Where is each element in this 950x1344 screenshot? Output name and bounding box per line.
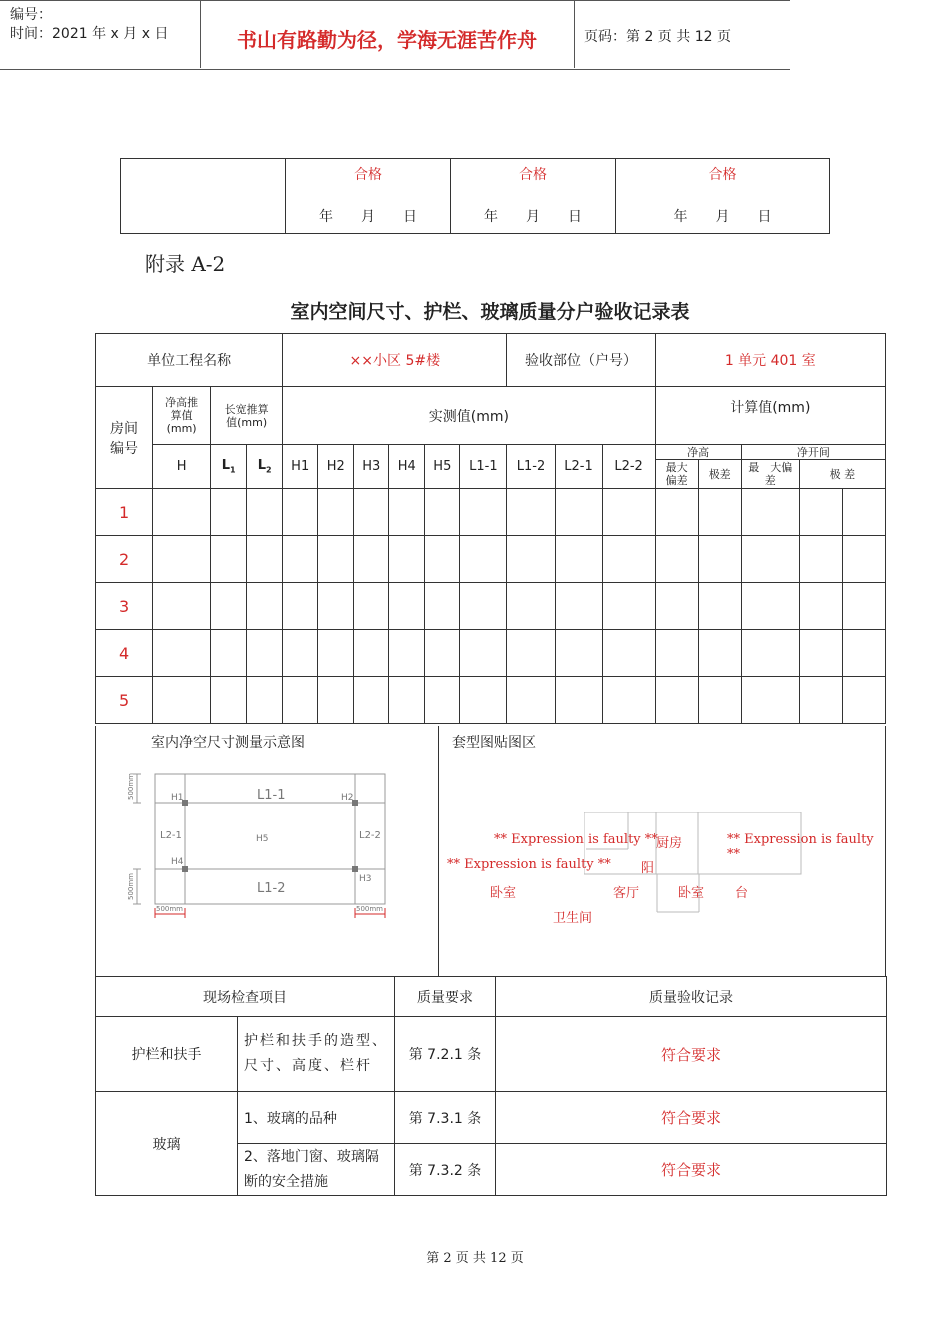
location-value: 1 单元 401 室 bbox=[655, 334, 885, 387]
net-height-header: 净高 bbox=[655, 445, 741, 460]
plan-error-1: ** Expression is faulty ** bbox=[494, 832, 658, 847]
plan-title: 套型图贴图区 bbox=[452, 735, 536, 751]
form-title: 室内空间尺寸、护栏、玻璃质量分户验收记录表 bbox=[290, 301, 690, 323]
page-label: 页码：第 2 页 共 12 页 bbox=[584, 29, 731, 45]
label-h5: H5 bbox=[256, 834, 269, 844]
table-row: 护栏和扶手 护栏和扶手的造型、尺寸、高度、栏杆 第 7.2.1 条 符合要求 bbox=[96, 1017, 887, 1092]
sign-cell: 合格 年 月 日 bbox=[451, 159, 616, 234]
project-label: 单位工程名称 bbox=[96, 334, 283, 387]
project-value: ××小区 5#楼 bbox=[283, 334, 507, 387]
max-dev-header: 最大偏差 bbox=[655, 460, 698, 489]
measure-col-h5: H5 bbox=[425, 445, 460, 489]
table-row: 4 bbox=[96, 630, 886, 677]
plan-balcony-1: 阳 bbox=[641, 861, 655, 876]
label-h2: H2 bbox=[341, 793, 354, 803]
measurement-diagram bbox=[121, 766, 421, 926]
table-row: 2 bbox=[96, 536, 886, 583]
plan-bedroom-1: 卧室 bbox=[490, 886, 517, 901]
table-row: 5 bbox=[96, 677, 886, 724]
diagram-title: 室内净空尺寸测量示意图 bbox=[151, 735, 305, 751]
measure-col-l22: L2-2 bbox=[602, 445, 655, 489]
room-no-header: 房间编号 bbox=[96, 387, 153, 489]
measure-table bbox=[95, 333, 886, 724]
plan-error-2: ** Expression is faulty ** bbox=[727, 832, 874, 862]
l1-header: $L_1$ bbox=[211, 445, 247, 489]
max-dev2-header: 最 大偏 差 bbox=[741, 460, 799, 489]
sign-table bbox=[120, 158, 830, 234]
serial-label: 编号： bbox=[10, 7, 52, 23]
label-l12: L1-2 bbox=[257, 881, 286, 896]
calculated-header: 计算值(mm) bbox=[655, 387, 885, 445]
table-row: 3 bbox=[96, 583, 886, 630]
table-row: 玻璃 1、玻璃的品种 第 7.3.1 条 符合要求 bbox=[96, 1092, 887, 1144]
appendix-label: 附录 A-2 bbox=[145, 252, 226, 276]
location-label: 验收部位（户号） bbox=[507, 334, 655, 387]
range-dev2-header: 极 差 bbox=[799, 460, 885, 489]
label-mm-top: 500mm bbox=[127, 773, 135, 800]
h-header: H bbox=[153, 445, 211, 489]
inspection-table bbox=[95, 976, 887, 1196]
plan-bedroom-2: 卧室 bbox=[678, 886, 705, 901]
measure-col-l21: L2-1 bbox=[555, 445, 602, 489]
label-mm-right: 500mm bbox=[356, 905, 383, 913]
col-record-header: 质量验收记录 bbox=[496, 977, 887, 1017]
measure-col-h3: H3 bbox=[354, 445, 389, 489]
sign-cell: 合格 年 月 日 bbox=[616, 159, 830, 234]
plan-error-3: ** Expression is faulty ** bbox=[447, 857, 611, 872]
label-l11: L1-1 bbox=[257, 788, 286, 803]
label-mm-bottom: 500mm bbox=[127, 873, 135, 900]
table-row: 1 bbox=[96, 489, 886, 536]
measure-col-l12: L1-2 bbox=[507, 445, 555, 489]
col-item-header: 现场检查项目 bbox=[96, 977, 395, 1017]
col-req-header: 质量要求 bbox=[395, 977, 496, 1017]
diagram-area bbox=[95, 726, 886, 977]
time-label: 时间：2021 年 x 月 x 日 bbox=[10, 26, 169, 42]
net-height-est-header: 净高推算值(mm) bbox=[153, 387, 211, 445]
label-mm-left: 500mm bbox=[156, 905, 183, 913]
measured-header: 实测值(mm) bbox=[283, 387, 655, 445]
plan-bathroom: 卫生间 bbox=[553, 911, 593, 926]
label-h1: H1 bbox=[171, 793, 184, 803]
l2-header: $L_2$ bbox=[247, 445, 283, 489]
label-h3: H3 bbox=[359, 874, 372, 884]
measure-col-h1: H1 bbox=[283, 445, 318, 489]
label-l21: L2-1 bbox=[160, 830, 182, 841]
net-span-header: 净开间 bbox=[741, 445, 885, 460]
plan-living: 客厅 bbox=[613, 886, 640, 901]
measure-col-l11: L1-1 bbox=[460, 445, 507, 489]
label-h4: H4 bbox=[171, 857, 184, 867]
label-l22: L2-2 bbox=[359, 830, 381, 841]
length-width-est-header: 长宽推算值(mm) bbox=[211, 387, 283, 445]
measure-col-h4: H4 bbox=[389, 445, 425, 489]
header-motto: 书山有路勤为径，学海无涯苦作舟 bbox=[237, 28, 537, 52]
range-dev-header: 极差 bbox=[698, 460, 741, 489]
measure-col-h2: H2 bbox=[318, 445, 354, 489]
plan-balcony-2: 台 bbox=[735, 886, 749, 901]
page-footer: 第 2 页 共 12 页 bbox=[426, 1251, 524, 1266]
table-row: 2、落地门窗、玻璃隔断的安全措施 第 7.3.2 条 符合要求 bbox=[96, 1144, 887, 1196]
plan-kitchen: 厨房 bbox=[656, 836, 683, 851]
sign-cell: 合格 年 月 日 bbox=[286, 159, 451, 234]
page-header bbox=[0, 0, 790, 70]
